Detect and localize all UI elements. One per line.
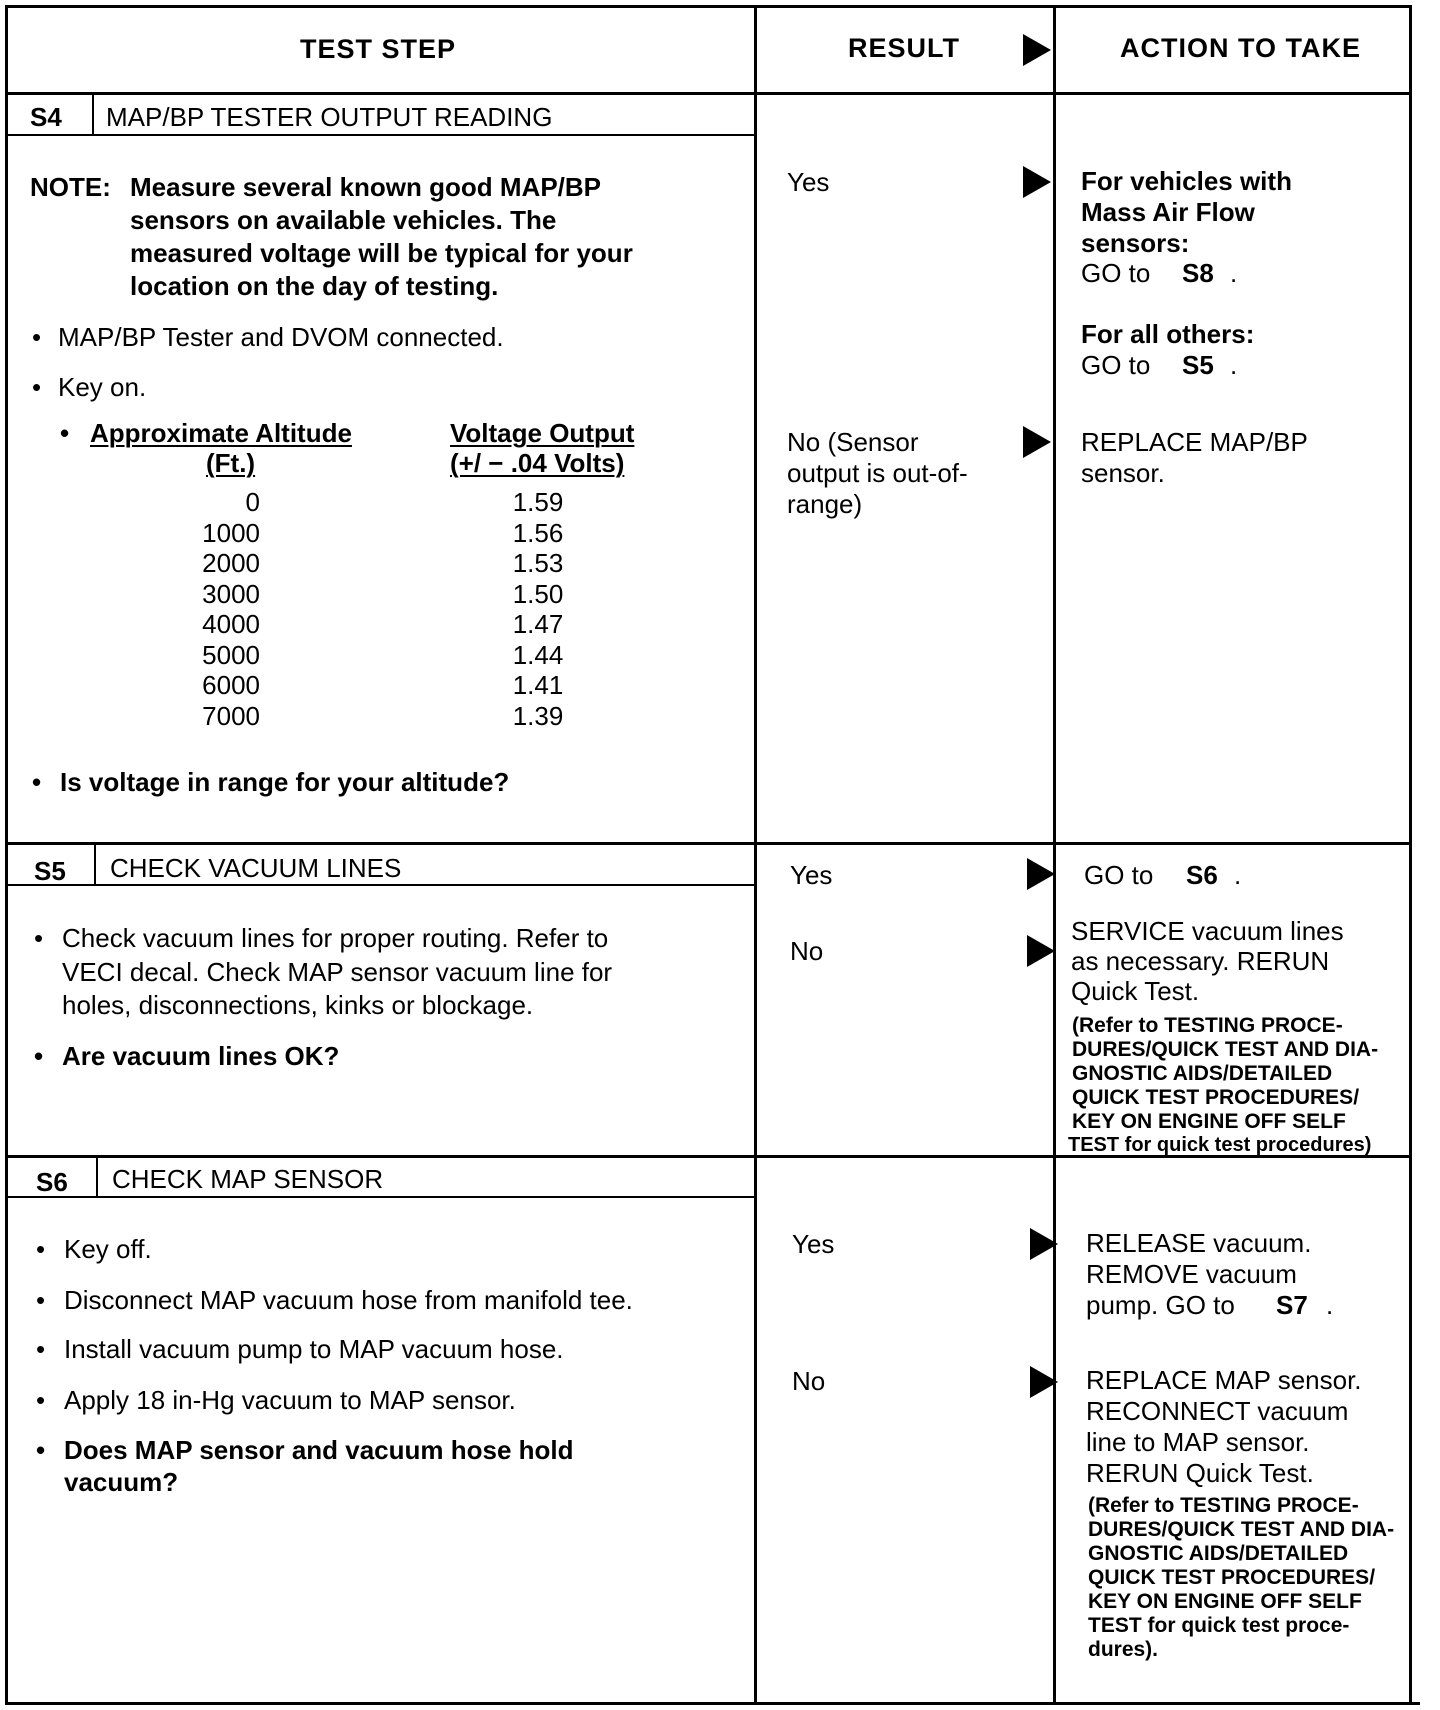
s6-title: CHECK MAP SENSOR — [112, 1164, 384, 1194]
s6-action-yes: RELEASE vacuum. — [1086, 1228, 1312, 1258]
s4-action-yes: For vehicles with — [1081, 166, 1292, 196]
s4-action-yes-suffix: . — [1230, 258, 1238, 288]
s6-question: Does MAP sensor and vacuum hose hold — [64, 1435, 574, 1465]
action-column-left-border — [1053, 5, 1056, 1705]
altitude-value: 1000 — [202, 518, 260, 548]
bullet-icon: • — [32, 767, 42, 797]
bullet-icon: • — [32, 372, 42, 402]
bullet-icon: • — [32, 322, 42, 352]
table-top-border — [5, 5, 1410, 8]
s6-question: vacuum? — [64, 1467, 179, 1497]
s6-action-no: RECONNECT vacuum — [1086, 1396, 1349, 1426]
bullet-icon: • — [36, 1435, 46, 1465]
s5-bullet-line: VECI decal. Check MAP sensor vacuum line for — [62, 957, 613, 987]
s5-action-no: SERVICE vacuum lines — [1071, 916, 1344, 946]
bullet-icon: • — [60, 418, 70, 448]
voltage-value: 1.47 — [512, 609, 564, 639]
result-column-left-border — [754, 5, 757, 1705]
s4-result-no: No (Sensor — [787, 427, 919, 457]
s6-result-no: No — [792, 1366, 826, 1396]
s5-action-no: as necessary. RERUN — [1071, 946, 1330, 976]
s4-note-line: Measure several known good MAP/BP — [130, 172, 602, 202]
s5-title: CHECK VACUUM LINES — [110, 853, 402, 883]
header-action: ACTION TO TAKE — [1120, 33, 1361, 63]
s4-result-yes: Yes — [787, 167, 830, 197]
s5-action-no-note: KEY ON ENGINE OFF SELF — [1072, 1110, 1346, 1133]
s5-id-divider — [94, 843, 96, 886]
voltage-column-header: Voltage Output — [450, 418, 635, 448]
bullet-icon: • — [34, 923, 44, 953]
s4-bullet-2: Key on. — [58, 372, 147, 402]
s6-action-no-note: dures). — [1088, 1638, 1159, 1661]
altitude-column-unit: (Ft.) — [206, 448, 256, 478]
s6-action-yes-suffix: . — [1326, 1290, 1334, 1320]
s4-step-id: S4 — [30, 102, 62, 132]
voltage-value: 1.39 — [512, 701, 564, 731]
s6-yes-arrow-icon — [1030, 1228, 1058, 1260]
s6-action-no-note: QUICK TEST PROCEDURES/ — [1088, 1566, 1376, 1589]
s4-id-divider — [92, 93, 94, 136]
s6-id-divider — [96, 1156, 98, 1198]
s6-action-yes: REMOVE vacuum — [1086, 1259, 1297, 1289]
s4-bottom-border — [5, 842, 1410, 845]
bullet-icon: • — [36, 1234, 46, 1264]
s4-action-yes-step: S8 — [1182, 258, 1214, 288]
s6-action-no-note: TEST for quick test proce- — [1088, 1614, 1350, 1637]
voltage-value: 1.50 — [512, 579, 564, 609]
s6-action-yes-step: S7 — [1276, 1290, 1308, 1320]
header-test-step: TEST STEP — [300, 34, 457, 64]
s5-bullet-line: holes, disconnections, kinks or blockage. — [62, 990, 534, 1020]
s5-action-no-note: DURES/QUICK TEST AND DIA- — [1072, 1038, 1379, 1061]
table-bottom-border — [5, 1702, 1420, 1705]
s4-action-no: sensor. — [1081, 458, 1165, 488]
altitude-value: 0 — [245, 487, 260, 517]
s4-question: Is voltage in range for your altitude? — [60, 767, 510, 797]
s6-no-arrow-icon — [1030, 1366, 1058, 1398]
altitude-value: 6000 — [202, 670, 260, 700]
header-bottom-border — [5, 92, 1410, 95]
s6-action-no-note: GNOSTIC AIDS/DETAILED — [1088, 1542, 1349, 1565]
s5-result-no: No — [790, 936, 824, 966]
s4-action-yes: Mass Air Flow — [1081, 197, 1255, 227]
voltage-value: 1.44 — [512, 640, 564, 670]
table-right-border — [1409, 5, 1412, 1705]
s5-result-yes: Yes — [790, 860, 833, 890]
s4-no-arrow-icon — [1023, 426, 1051, 458]
s6-bullet: Apply 18 in-Hg vacuum to MAP sensor. — [64, 1385, 516, 1415]
s4-action-others-step: S5 — [1182, 350, 1214, 380]
s5-action-no: Quick Test. — [1071, 976, 1200, 1006]
s6-action-no: line to MAP sensor. — [1086, 1427, 1310, 1457]
s6-action-no-note: KEY ON ENGINE OFF SELF — [1088, 1590, 1362, 1613]
s6-action-no-note: (Refer to TESTING PROCE- — [1088, 1494, 1359, 1517]
header-result-arrow-icon — [1023, 34, 1051, 66]
altitude-value: 7000 — [202, 701, 260, 731]
s4-action-others: For all others: — [1081, 319, 1255, 349]
voltage-value: 1.59 — [512, 487, 564, 517]
s6-action-yes-last: pump. GO to — [1086, 1290, 1235, 1320]
s4-action-others-suffix: . — [1230, 350, 1238, 380]
s6-bullet: Install vacuum pump to MAP vacuum hose. — [64, 1334, 564, 1364]
s6-action-no: RERUN Quick Test. — [1086, 1458, 1314, 1488]
voltage-value: 1.53 — [512, 548, 564, 578]
s5-yes-arrow-icon — [1027, 858, 1055, 890]
s4-action-no: REPLACE MAP/BP — [1081, 427, 1308, 457]
bullet-icon: • — [36, 1285, 46, 1315]
s5-action-no-note: QUICK TEST PROCEDURES/ — [1072, 1086, 1360, 1109]
s4-note-line: sensors on available vehicles. The — [130, 205, 557, 235]
s5-action-no-note: GNOSTIC AIDS/DETAILED — [1072, 1062, 1333, 1085]
s5-action-no-note: (Refer to TESTING PROCE- — [1072, 1014, 1343, 1037]
s4-action-yes-goto: GO to — [1081, 258, 1151, 288]
s6-result-yes: Yes — [792, 1229, 835, 1259]
s6-action-no: REPLACE MAP sensor. — [1086, 1365, 1362, 1395]
altitude-column-header: Approximate Altitude — [90, 418, 352, 448]
s4-note-line: location on the day of testing. — [130, 271, 499, 301]
s6-step-id: S6 — [36, 1167, 68, 1197]
s4-note-line: measured voltage will be typical for your — [130, 238, 633, 268]
bullet-icon: • — [34, 1041, 44, 1071]
s5-no-arrow-icon — [1027, 935, 1055, 967]
header-result: RESULT — [848, 33, 960, 63]
s6-title-box-bottom — [5, 1196, 755, 1198]
s4-title-box-bottom — [5, 134, 755, 136]
s5-action-yes-goto: GO to — [1084, 860, 1154, 890]
table-left-border — [5, 5, 8, 1705]
s4-title: MAP/BP TESTER OUTPUT READING — [106, 102, 553, 132]
bullet-icon: • — [36, 1334, 46, 1364]
s6-bullet: Key off. — [64, 1234, 152, 1264]
bullet-icon: • — [36, 1385, 46, 1415]
s6-bullet: Disconnect MAP vacuum hose from manifold tee. — [64, 1285, 633, 1315]
s5-bullet-line: Check vacuum lines for proper routing. Refer to — [62, 923, 609, 953]
altitude-value: 3000 — [202, 579, 260, 609]
voltage-column-tolerance: (+/ − .04 Volts) — [450, 448, 625, 478]
altitude-value: 5000 — [202, 640, 260, 670]
s4-action-others-goto: GO to — [1081, 350, 1151, 380]
altitude-value: 4000 — [202, 609, 260, 639]
s4-note-label: NOTE: — [30, 172, 111, 202]
s4-result-no: range) — [787, 489, 863, 519]
voltage-value: 1.56 — [512, 518, 564, 548]
s6-action-no-note: DURES/QUICK TEST AND DIA- — [1088, 1518, 1395, 1541]
s5-title-box-bottom — [5, 884, 755, 886]
s5-action-no-note: TEST for quick test procedures) — [1068, 1134, 1372, 1156]
altitude-value: 2000 — [202, 548, 260, 578]
s4-yes-arrow-icon — [1023, 166, 1051, 198]
s4-result-no: output is out-of- — [787, 458, 968, 488]
s4-action-yes: sensors: — [1081, 228, 1190, 258]
s5-action-yes-step: S6 — [1186, 860, 1218, 890]
s5-step-id: S5 — [34, 856, 66, 886]
s4-bullet-1: MAP/BP Tester and DVOM connected. — [58, 322, 504, 352]
voltage-value: 1.41 — [512, 670, 564, 700]
s5-question: Are vacuum lines OK? — [62, 1041, 340, 1071]
s5-action-yes-suffix: . — [1234, 860, 1242, 890]
